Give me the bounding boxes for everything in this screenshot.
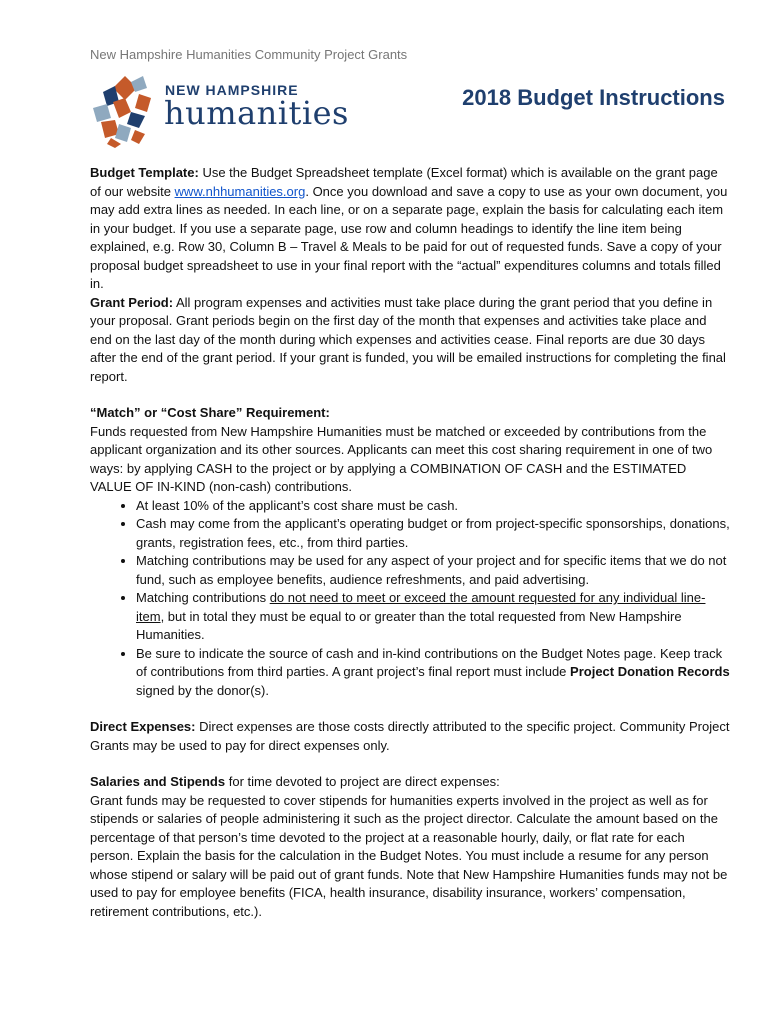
budget-template-label: Budget Template:	[90, 165, 199, 180]
salaries-paragraph: Grant funds may be requested to cover stipends for humanities experts involved in the project as well as for stipends or salaries of people administering it such as the project director. Calculate the amount based on the percentage of that person’s time devoted to the project at a reasonable hourly, daily, or flat rate for each person. Explain the basis for the calculation in the Budget Notes. You must include a resume for any person whose stipend or salary will be paid out of grant funds. Note that New Hampshire Humanities funds may not be used to pay for employee benefits (FICA, health insurance, disability insurance, workers’ compensation, retirement contributions, etc.).	[90, 792, 728, 919]
bullet4-post: , but in total they must be equal to or greater than the total requested from New Hampshire Humanities.	[136, 608, 682, 642]
match-heading-text: “Match” or “Cost Share” Requirement:	[90, 405, 330, 420]
direct-expenses-label: Direct Expenses:	[90, 719, 196, 734]
match-heading	[90, 404, 730, 423]
match-bullet-list	[90, 497, 730, 701]
list-item: • Matching contributions may be used for any aspect of your project and for specific items that we do not fund, such as employee benefits, audience refreshments, and paid advertising.	[136, 552, 730, 589]
salaries-text-1: for time devoted to project are direct expenses:	[225, 774, 500, 789]
website-link[interactable]: www.nhhumanities.org	[174, 183, 306, 199]
list-item	[136, 589, 730, 645]
salaries-heading-line	[90, 773, 730, 792]
document-title: 2018 Budget Instructions	[462, 85, 725, 110]
running-header: New Hampshire Humanities Community Project Grants	[90, 47, 408, 62]
salaries-label: Salaries and Stipends	[90, 774, 226, 789]
list-item	[136, 645, 730, 701]
list-item: • Cash may come from the applicant’s operating budget or from project-specific sponsorships, donations, grants, registration fees, etc., from third parties.	[136, 515, 730, 552]
list-item: • At least 10% of the applicant’s cost share must be cash.	[136, 497, 730, 516]
spacer	[90, 386, 730, 404]
budget-template-text-2: . Once you download and save a copy to use as your own document, you may add extra lines as needed. In each line, or on a separate page, explain the basis for calculating each item in your budget. If you use a separate page, use row and column headings to identify the line item being explained, e.g. Row 30, Column B – Travel & Meals to be paid for out of requested funds. Save a copy of your proposal budget spreadsheet to use in your final report with the “actual” expenditures columns and totals filled in.	[90, 183, 728, 291]
spacer	[90, 755, 730, 773]
document-body	[90, 164, 730, 921]
logo-text-top: NEW HAMPSHIRE	[165, 82, 299, 98]
bullet4-pre: Matching contributions	[136, 590, 270, 605]
bullet5-bold: Project Donation Records	[570, 664, 730, 679]
grant-period-paragraph	[90, 294, 730, 387]
logo-text-main: humanities	[164, 94, 349, 132]
budget-template-text-1: Use the Budget Spreadsheet template (Excel format) which is available on the grant page of our website	[90, 165, 718, 199]
grant-period-label: Grant Period:	[90, 294, 174, 310]
nh-humanities-logo	[89, 72, 359, 148]
direct-expenses-text: Direct expenses are those costs directly attributed to the specific project. Community Project Grants may be used to pay for direct expenses only.	[90, 719, 730, 753]
bullet5-post: signed by the donor(s).	[136, 682, 269, 698]
bullet4-underlined: do not need to meet or exceed the amount requested for any individual line-item	[136, 590, 706, 624]
bullet5-pre: Be sure to indicate the source of cash and in-kind contributions on the Budget Notes page. Keep track of contributions from third parties. A grant project’s final report must include	[136, 645, 723, 679]
grant-period-text: All program expenses and activities must take place during the grant period that you define in your proposal. Grant periods begin on the first day of the month that expenses and activities take place and end on the last day of the month during which expenses and activities cease. Final reports are due 30 days after the end of the grant period. If your grant is funded, you will be emailed instructions for completing the final report.	[90, 294, 726, 384]
budget-template-paragraph	[90, 164, 730, 294]
match-intro: Funds requested from New Hampshire Humanities must be matched or exceeded by contributions from the applicant organization and its other sources. Applicants can meet this cost sharing requirement in one of two ways: by applying CASH to the project or by applying a COMBINATION OF CASH and the ESTIMATED VALUE OF IN-KIND (non-cash) contributions.	[90, 423, 713, 494]
spacer	[90, 700, 730, 718]
logo-knot-icon	[89, 72, 161, 148]
direct-expenses-paragraph	[90, 718, 730, 755]
